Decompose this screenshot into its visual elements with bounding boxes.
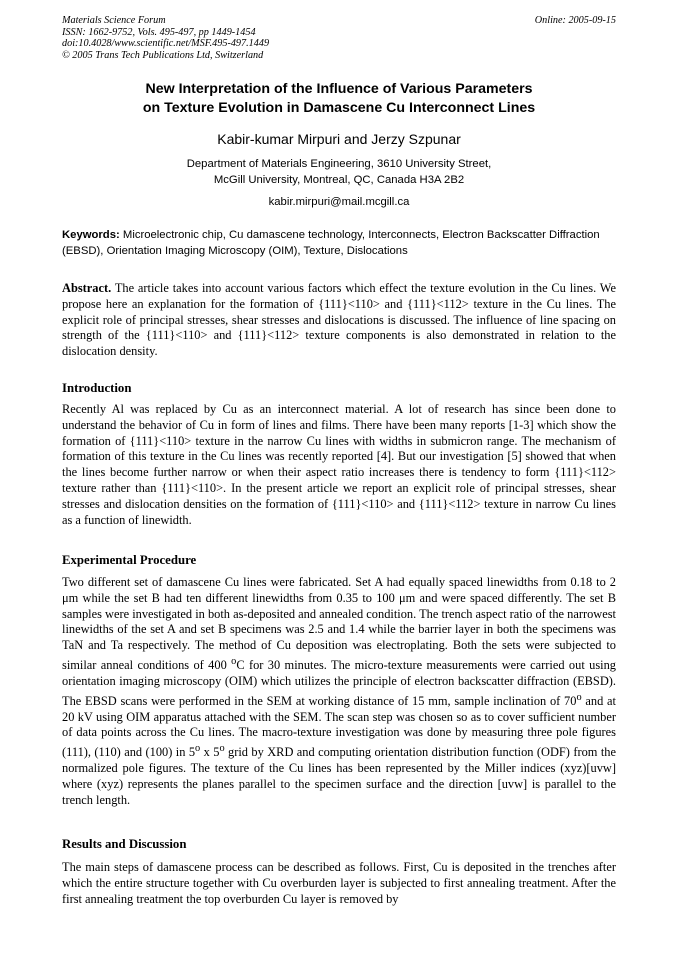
abstract-text: The article takes into account various factors which effect the texture evolution in the Cu lines. We propose here an explanation for the formation of {111}<110> and {111}<112> texture in the Cu lines. The explicit role of principal stresses, shear stresses and dislocations is discussed. The influence of line spacing on strength of the {111}<110> and {111}<112> texture components is also demonstrated in relation to the dislocation density.: [62, 281, 616, 359]
experimental-text: [62, 575, 616, 809]
keywords-text: Microelectronic chip, Cu damascene technology, Interconnects, Electron Backscatter Diffraction (EBSD), Orientation Imaging Microscopy (OIM), Texture, Dislocations: [62, 229, 600, 257]
issn-line: ISSN: 1662-9752, Vols. 495-497, pp 1449-1454: [62, 26, 256, 38]
results-text: The main steps of damascene process can be described as follows. First, Cu is deposited in the trenches after which the entire structure together with Cu overburden layer is subjected to first annealing treatment. After the first annealing treatment the top overburden Cu layer is removed by: [62, 860, 616, 906]
copyright-line: © 2005 Trans Tech Publications Ltd, Switzerland: [62, 49, 264, 61]
online-date: Online: 2005-09-15: [534, 15, 616, 26]
paper-title: [62, 80, 616, 118]
degree-superscript: o: [576, 691, 582, 703]
author-email: kabir.mirpuri@mail.mcgill.ca: [268, 196, 410, 208]
title-line-1: New Interpretation of the Influence of Various Parameters: [145, 81, 533, 97]
affiliation-line-2: McGill University, Montreal, QC, Canada H3A 2B2: [213, 173, 465, 186]
journal-header: [62, 15, 616, 61]
affiliation: [62, 157, 616, 188]
introduction-heading: Introduction: [62, 381, 132, 395]
degree-superscript: o: [219, 743, 225, 755]
affiliation-line-1: Department of Materials Engineering, 3610 University Street,: [186, 158, 492, 170]
authors: Kabir-kumar Mirpuri and Jerzy Szpunar: [217, 131, 461, 147]
experimental-part-5: grid by XRD and computing orientation distribution function (ODF) from the normalized pole figures. The texture of the Cu lines has been represented by the Miller indices (xyz)[uvw] where (xyz) represents the planes parallel to the specimen surface and the direction [uvw] is parallel to the trench length.: [62, 745, 616, 807]
results-heading: Results and Discussion: [62, 837, 187, 851]
introduction-text: Recently Al was replaced by Cu as an interconnect material. A lot of research has since been done to understand the behavior of Cu in form of lines and films. There have been many reports [1-3] which show the formation of {111}<110> texture in the narrow Cu lines with widths in submicron range. The mechanism of formation of this texture in the Cu lines was recently reported [4]. But our investigation [5] showed that when the lines become further narrow or when their aspect ratio increases there is tendency to form {111}<112> texture rather than {111}<110>. In the present article we report an explicit role of principal stresses, shear stresses and dislocation densities on the formation of {111}<110> and {111}<112> texture in narrow Cu lines as a function of linewidth.: [62, 402, 616, 527]
experimental-part-1: Two different set of damascene Cu lines were fabricated. Set A had equally spaced linewidths from 0.18 to 2 μm while the set B had ten different linewidths from 0.35 to 100 μm and were spaced differently. The set B samples were investigated in both as-deposited and annealed condition. The trench aspect ratio of the narrowest linewidths of the set A and set B specimens was 2.5 and 1.4 while the barrier layer in both the specimens was TaN and Ta respectively. The method of Cu deposition was electroplating. Both the sets were subjected to similar anneal conditions of 400: [62, 575, 616, 673]
experimental-part-2: C for 30 minutes. The micro-texture measurements were carried out using orientation imaging microscopy (OIM) which utilizes the principle of electron backscatter diffraction (EBSD). The EBSD scans were performed in the SEM at working distance of 15 mm, sample inclination of 70: [62, 658, 616, 708]
journal-name: Materials Science Forum: [62, 15, 166, 26]
keywords: [62, 228, 616, 259]
degree-superscript: o: [195, 743, 201, 755]
experimental-part-4: x 5: [200, 745, 220, 760]
experimental-part-3: and at 20 kV using OIM apparatus attached with the SEM. The scan step was chosen so as to cover sufficient number of data points across the Cu lines. The macro-texture investigation was done by measuring three pole figures (111), (110) and (100) in 5: [62, 693, 616, 760]
experimental-heading: Experimental Procedure: [62, 553, 197, 567]
doi-line: doi:10.4028/www.scientific.net/MSF.495-497.1449: [62, 38, 270, 49]
title-line-2: on Texture Evolution in Damascene Cu Interconnect Lines: [142, 100, 536, 116]
abstract-label: Abstract.: [62, 281, 112, 295]
keywords-label: Keywords:: [62, 229, 120, 241]
abstract: [62, 281, 616, 360]
degree-superscript: o: [231, 655, 237, 667]
